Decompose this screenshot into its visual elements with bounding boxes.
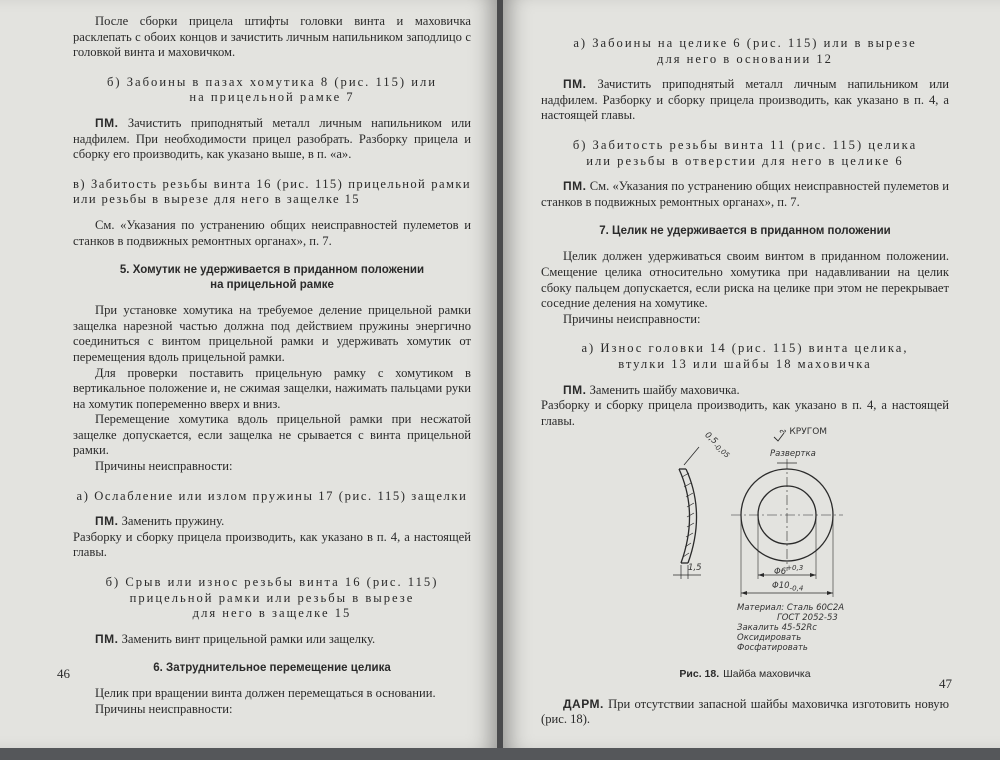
darm-text: При отсутствии запасной шайбы маховичка изготовить новую (рис. 18). <box>541 696 950 727</box>
figure-number: Рис. 18. <box>679 668 720 681</box>
page-number-right: 47 <box>939 676 952 691</box>
washer-profile-inner <box>686 469 697 563</box>
pm-label: ПМ. <box>95 514 119 529</box>
figure-caption <box>541 667 949 683</box>
cause-b-line1: б) Забитость резьбы винта 11 (рис. 115) целика <box>572 137 918 152</box>
cause-b-line1: б) Забоины в пазах хомутика 8 (рис. 115) или <box>106 74 438 89</box>
note-oxidize: Оксидировать <box>737 633 802 644</box>
pm-a5-paragraph <box>73 514 471 530</box>
right-page <box>503 0 1000 748</box>
surface-finish-mark: ∾ КРУГОМ <box>779 427 828 438</box>
darm-label: ДАРМ. <box>563 696 604 711</box>
left-page <box>0 0 497 748</box>
cause-a-line2: для него в основании 12 <box>657 51 833 66</box>
body-5-3: Перемещение хомутика вдоль прицельной рамки при несжатой защелке допускается, если защелка не срывается с винта прицельной рамки. <box>73 412 471 458</box>
pm-a7-paragraph <box>541 383 949 399</box>
causes-label: Причины неисправности: <box>95 459 233 474</box>
cause-a7-line1: а) Износ головки 14 (рис. 115) винта целика, <box>581 341 909 356</box>
cause-b5-line1: б) Срыв или износ резьбы винта 16 (рис. 115) <box>105 575 439 590</box>
cause-a5: а) Ослабление или излом пружины 17 (рис. 115) защелки <box>76 488 468 503</box>
left-page-text <box>73 14 471 718</box>
note-material: Материал: Сталь 60С2А <box>737 603 845 614</box>
pm-a-paragraph <box>541 77 949 124</box>
pm-a7-text: Заменить шайбу маховичка. <box>589 382 740 397</box>
right-page-text <box>541 14 949 728</box>
outer-dia-tolerance: -0,4 <box>789 583 804 593</box>
assembly-reference: Разборку и сборку прицела производить, как указано в п. 4, а настоящей главы. <box>541 398 949 428</box>
pm-a5-text: Заменить пружину. <box>121 514 225 529</box>
inner-diameter-dim <box>774 563 803 577</box>
page-number-left: 46 <box>57 666 70 681</box>
outer-dia-value: Φ10 <box>772 581 790 592</box>
body-7-1: Целик должен удерживаться своим винтом в приданном положении. Смещение целика относительно хомутика при надавливании на целик сбоку пальцем допускается, если риска на целике при этом не перекрывает соседние деления на хомутике. <box>541 249 949 311</box>
pm-b5-paragraph <box>73 632 471 648</box>
heading-5-line2: на прицельной рамке <box>210 279 334 292</box>
pm-label: ПМ. <box>563 179 587 194</box>
pm-b-text: Зачистить приподнятый металл личным напильником или надфилем. При необходимости прицел разобрать. Разборку прицела и сборку его производить, как указано выше, в п. «а». <box>73 115 471 162</box>
body-6: Целик при вращении винта должен перемещаться в основании. <box>95 686 436 701</box>
thickness-value: 0,5 <box>702 430 720 447</box>
width-dim: 1,5 <box>688 563 702 574</box>
cause-a-line1: а) Забоины на целике 6 (рис. 115) или в вырезе <box>573 36 917 50</box>
cause-b-line2: на прицельной рамке 7 <box>189 90 355 105</box>
razvertka-label: Развертка <box>770 449 816 460</box>
body-5-1: При установке хомутика на требуемое деление прицельной рамки защелка нарезной частью должна под действием пружины энергично соединиться с винтом прицельной рамки и удерживать хомутик от перемещения вдоль прицельной рамки. <box>73 303 471 364</box>
figure-washer-drawing <box>541 427 949 665</box>
assembly-reference: Разборку и сборку прицела производить, как указано в п. 4, а настоящей главы. <box>73 529 471 560</box>
pm-b-paragraph <box>541 179 949 210</box>
heading-7: 7. Целик не удерживается в приданном положении <box>599 225 891 238</box>
figure-title: Шайба маховичка <box>723 668 811 681</box>
thickness-tolerance: -0,05 <box>711 441 732 461</box>
pm-b-paragraph <box>73 116 471 163</box>
note-phosphate: Фосфатировать <box>737 643 808 654</box>
inner-dia-value: Φ6 <box>774 567 787 578</box>
darm-paragraph <box>541 697 949 728</box>
pm-label: ПМ. <box>563 77 587 92</box>
see-reference: См. «Указания по устранению общих неисправностей пулеметов и станков в подвижных ремонтных органах», п. 7. <box>73 217 471 248</box>
inner-dia-tolerance: +0,3 <box>786 563 804 573</box>
cause-a7-line2: втулки 13 или шайбы 18 маховичка <box>618 356 872 371</box>
causes-label-6: Причины неисправности: <box>95 702 233 716</box>
pm-b-text: См. «Указания по устранению общих неисправностей пулеметов и станков в подвижных ремонтных органах», п. 7. <box>541 179 949 209</box>
pm-label: ПМ. <box>95 115 119 130</box>
paragraph-reassembly: После сборки прицела штифты головки винта и маховичка расклепать с обоих концов и зачистить личным напильником заподлицо с головкой винта и маховичком. <box>73 14 471 60</box>
outer-diameter-dim <box>772 581 803 594</box>
note-hardness: Закалить 45-52Rc <box>737 623 817 634</box>
pm-a-text: Зачистить приподнятый металл личным напильником или надфилем. Разборку и сборку прицела производить, как указано в п. 4, а настоящей главы. <box>541 77 949 123</box>
pm-label: ПМ. <box>563 382 587 397</box>
pm-b5-text: Заменить винт прицельной рамки или защелку. <box>121 631 376 646</box>
heading-6: 6. Затруднительное перемещение целика <box>153 662 391 675</box>
body-5-2: Для проверки поставить прицельную рамку с хомутиком в вертикальное положение и, не сжимая защелки, нажимать пальцами руки на хомутик попеременно вверх и вниз. <box>73 365 471 411</box>
cause-b5-line3: для него в защелке 15 <box>192 606 352 621</box>
washer-profile-outer <box>679 469 690 563</box>
cause-b5-line2: прицельной рамки или резьбы в вырезе <box>129 590 415 605</box>
pm-label: ПМ. <box>95 631 119 646</box>
cause-v: в) Забитость резьбы винта 16 (рис. 115) прицельной рамки или резьбы в вырезе для него в защелке 15 <box>73 176 471 207</box>
cause-b-line2: или резьбы в отверстии для него в целике 6 <box>586 153 904 168</box>
note-gost: ГОСТ 2052-53 <box>777 613 838 624</box>
causes-label-7: Причины неисправности: <box>563 311 701 326</box>
heading-5-line1: 5. Хомутик не удерживается в приданном положении <box>119 264 425 277</box>
book-bottom-edge <box>0 748 1000 760</box>
